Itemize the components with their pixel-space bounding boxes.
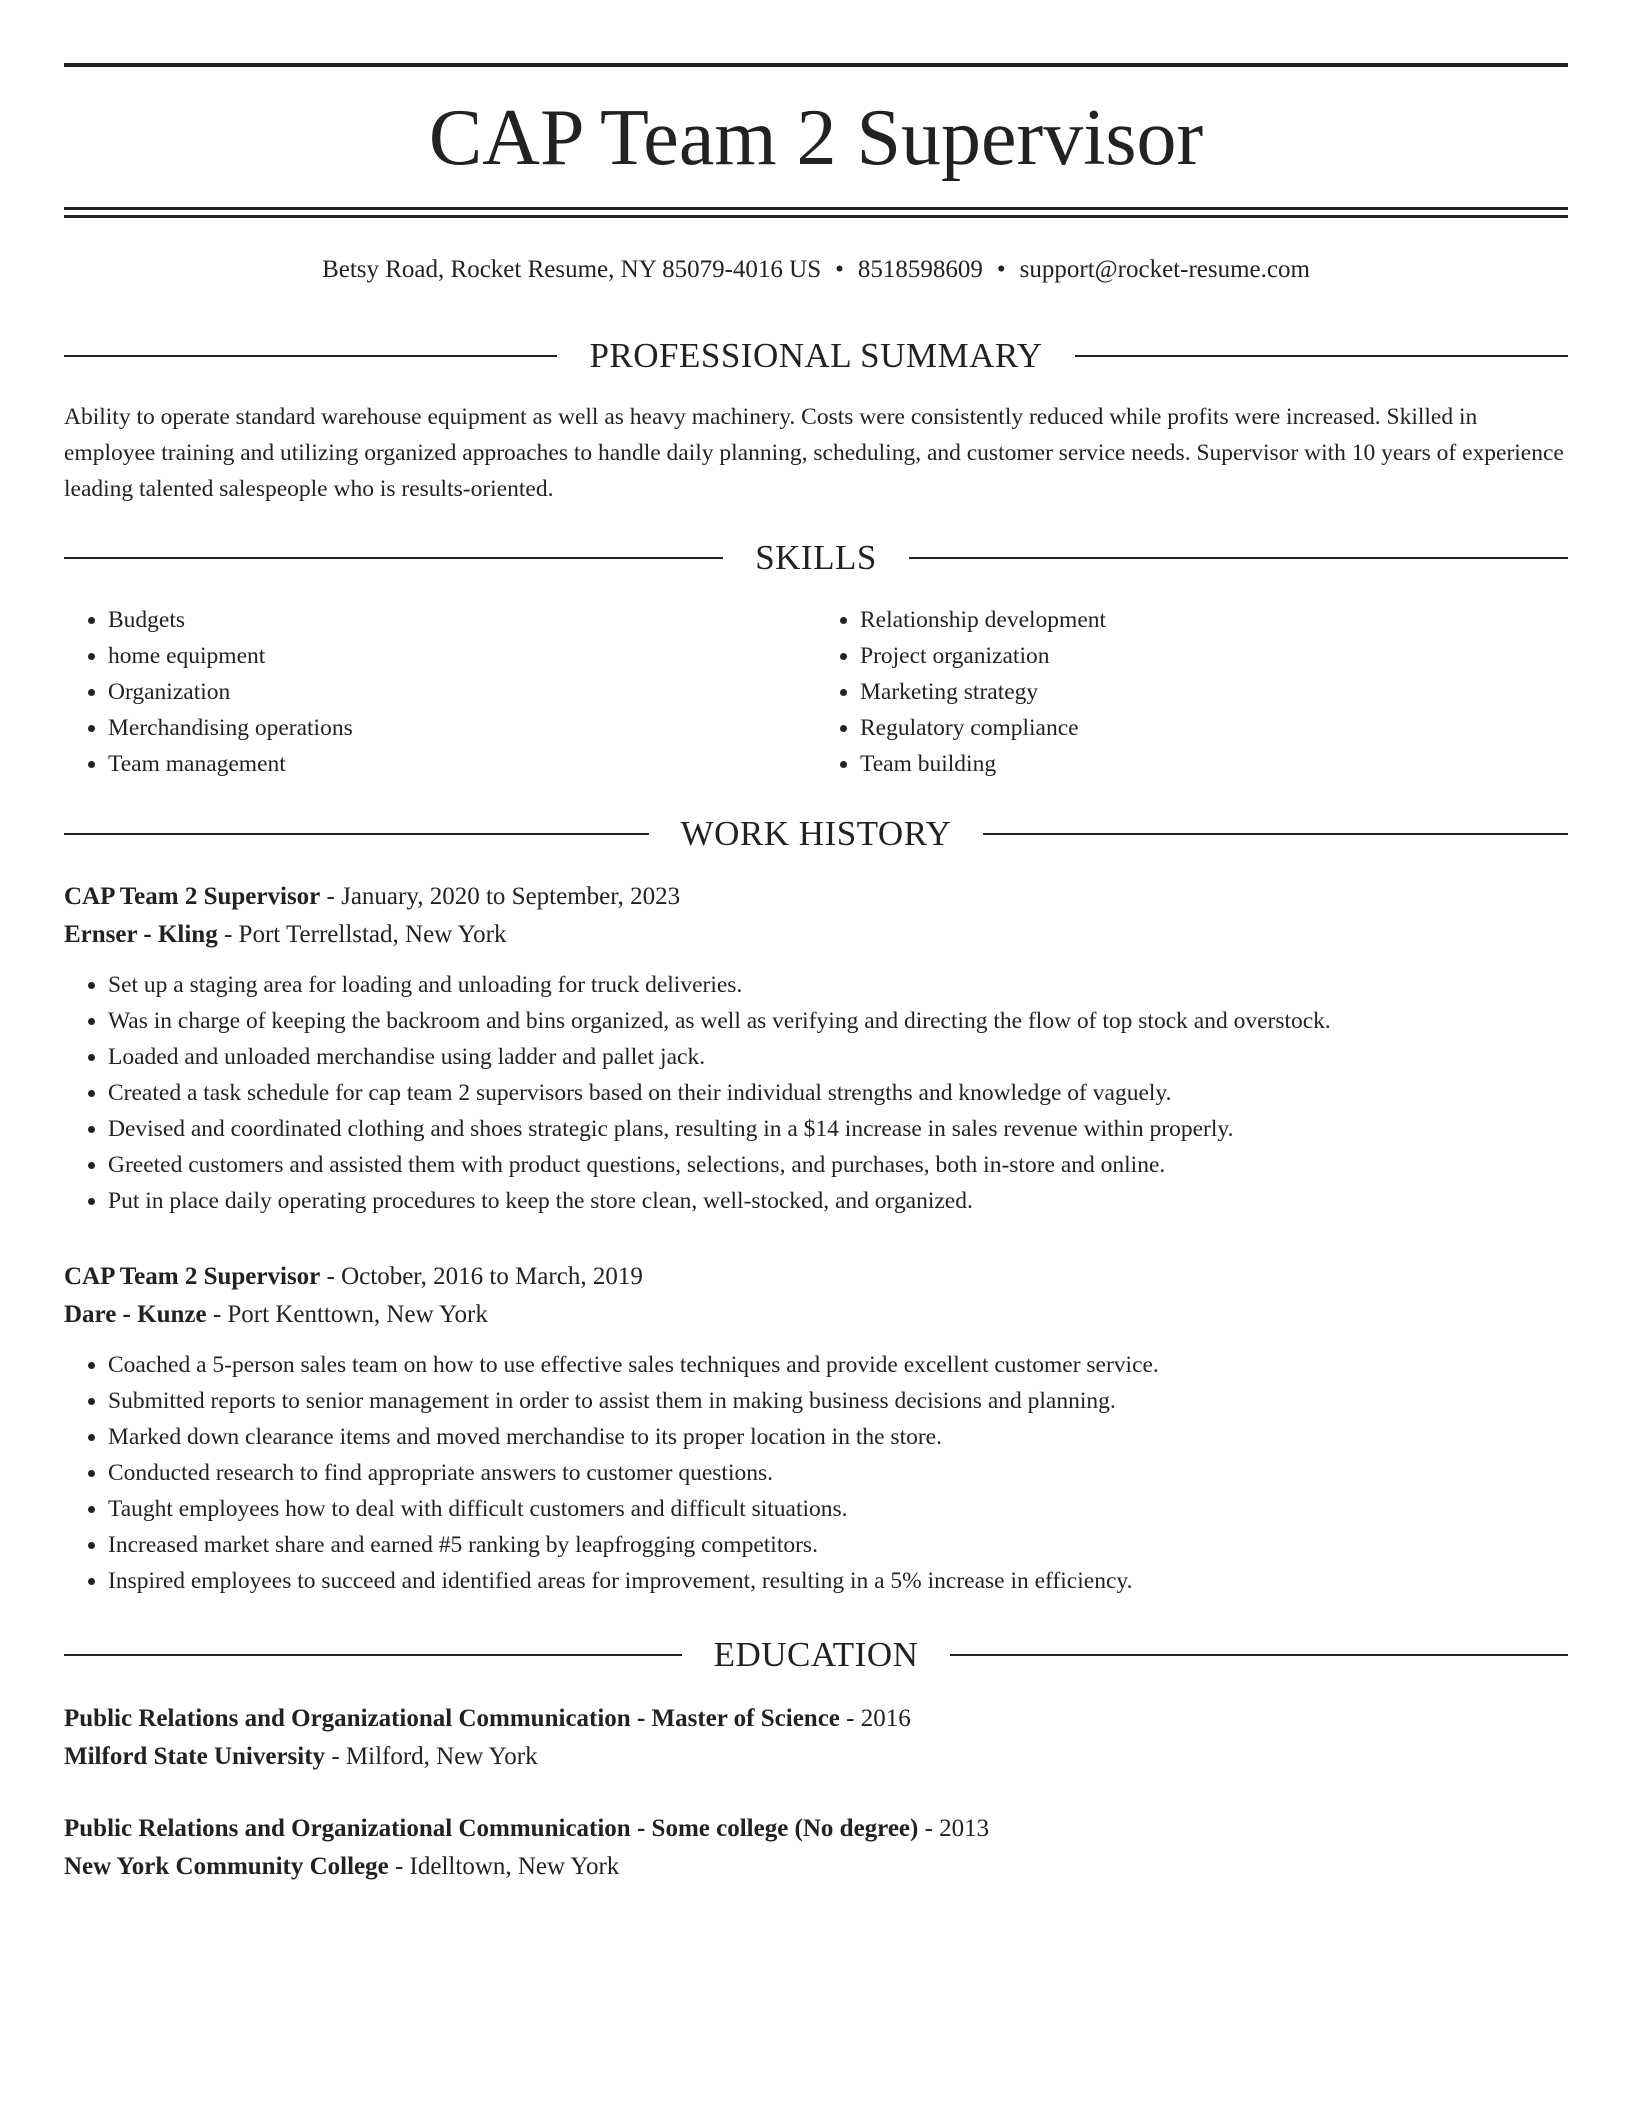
- work-section-header: [64, 812, 1568, 856]
- skill-item: • Budgets: [108, 602, 816, 638]
- skills-column-left: [64, 602, 816, 782]
- job-company: Ernser - Kling: [64, 921, 218, 948]
- double-rule: [64, 207, 1568, 218]
- section-rule: [909, 557, 1568, 559]
- contact-separator: •: [835, 256, 844, 283]
- skill-item: • Team management: [108, 746, 816, 782]
- summary-heading: PROFESSIONAL SUMMARY: [589, 336, 1043, 375]
- education-degree-line: [64, 1810, 1568, 1848]
- job-company-line: [64, 916, 1568, 954]
- skill-item: • Regulatory compliance: [860, 710, 1568, 746]
- contact-email: support@rocket-resume.com: [1019, 256, 1310, 283]
- job-company-line: [64, 1296, 1568, 1334]
- job-bullet: • Marked down clearance items and moved merchandise to its proper location in the store.: [108, 1419, 1568, 1455]
- education-location: - Idelltown, New York: [388, 1853, 620, 1880]
- education-section-header: [64, 1633, 1568, 1677]
- job-bullet: • Submitted reports to senior management in order to assist them in making business decisions and planning.: [108, 1383, 1568, 1419]
- education-school: New York Community College: [64, 1853, 389, 1880]
- job-bullet: • Inspired employees to succeed and identified areas for improvement, resulting in a 5% increase in efficiency.: [108, 1563, 1568, 1599]
- education-school-line: [64, 1738, 1568, 1776]
- skill-item: • Relationship development: [860, 602, 1568, 638]
- job-bullet: • Was in charge of keeping the backroom and bins organized, as well as verifying and directing the flow of top stock and overstock.: [108, 1003, 1568, 1039]
- top-rule: [64, 63, 1568, 67]
- education-entry: [64, 1700, 1568, 1776]
- work-heading: WORK HISTORY: [680, 814, 952, 853]
- job-bullet: • Taught employees how to deal with difficult customers and difficult situations.: [108, 1491, 1568, 1527]
- skill-item: • Marketing strategy: [860, 674, 1568, 710]
- job-dates: - January, 2020 to September, 2023: [320, 883, 681, 910]
- skills-column-right: [816, 602, 1568, 782]
- job-bullet: • Greeted customers and assisted them with product questions, selections, and purchases, both in-store and online.: [108, 1147, 1568, 1183]
- job-bullets: [64, 967, 1568, 1219]
- education-year: - 2016: [839, 1705, 911, 1732]
- resume-title: CAP Team 2 Supervisor: [428, 94, 1204, 182]
- education-location: - Milford, New York: [325, 1743, 538, 1770]
- contact-address: Betsy Road, Rocket Resume, NY 85079-4016 US: [322, 256, 822, 283]
- contact-phone: 8518598609: [857, 256, 983, 283]
- job-entry: [64, 878, 1568, 1219]
- skill-item: • home equipment: [108, 638, 816, 674]
- skills-section-header: [64, 536, 1568, 580]
- section-rule: [64, 557, 723, 559]
- section-rule: [64, 355, 557, 357]
- job-title-line: [64, 878, 1568, 916]
- skill-item: • Project organization: [860, 638, 1568, 674]
- education-school: Milford State University: [64, 1743, 326, 1770]
- summary-section-header: [64, 334, 1568, 378]
- education-degree-line: [64, 1700, 1568, 1738]
- skills-list: [64, 602, 1568, 782]
- job-bullet: • Created a task schedule for cap team 2 supervisors based on their individual strengths and knowledge of vaguely.: [108, 1075, 1568, 1111]
- summary-text: Ability to operate standard warehouse equipment as well as heavy machinery. Costs were consistently reduced while profits were increased. Skilled in employee training and utilizing organized approaches to handle daily planning, scheduling, and customer service needs. Supervisor with 10 years of experience leading talented salespeople who is results-oriented.: [64, 404, 1564, 502]
- job-bullet: • Put in place daily operating procedures to keep the store clean, well-stocked, and organized.: [108, 1183, 1568, 1219]
- section-rule: [983, 833, 1568, 835]
- job-title: CAP Team 2 Supervisor: [64, 1263, 321, 1290]
- job-bullet: • Conducted research to find appropriate answers to customer questions.: [108, 1455, 1568, 1491]
- job-title: CAP Team 2 Supervisor: [64, 883, 321, 910]
- job-location: - Port Terrellstad, New York: [217, 921, 507, 948]
- job-company: Dare - Kunze: [64, 1301, 207, 1328]
- section-rule: [64, 833, 649, 835]
- education-degree: Public Relations and Organizational Communication - Master of Science: [64, 1705, 840, 1732]
- section-rule: [950, 1654, 1568, 1656]
- contact-separator: •: [996, 256, 1006, 283]
- section-rule: [1075, 355, 1568, 357]
- job-bullets: [64, 1347, 1568, 1599]
- job-entry: [64, 1258, 1568, 1599]
- education-degree: Public Relations and Organizational Communication - Some college (No degree): [64, 1815, 919, 1842]
- job-dates: - October, 2016 to March, 2019: [320, 1263, 643, 1290]
- job-bullet: • Increased market share and earned #5 ranking by leapfrogging competitors.: [108, 1527, 1568, 1563]
- education-heading: EDUCATION: [713, 1635, 919, 1674]
- skill-item: • Team building: [860, 746, 1568, 782]
- job-location: - Port Kenttown, New York: [206, 1301, 488, 1328]
- contact-line: [64, 254, 1568, 286]
- skill-item: • Merchandising operations: [108, 710, 816, 746]
- job-bullet: • Devised and coordinated clothing and shoes strategic plans, resulting in a $14 increase in sales revenue within properly.: [108, 1111, 1568, 1147]
- education-entry: [64, 1810, 1568, 1886]
- job-bullet: • Set up a staging area for loading and unloading for truck deliveries.: [108, 967, 1568, 1003]
- section-rule: [64, 1654, 682, 1656]
- job-bullet: • Loaded and unloaded merchandise using ladder and pallet jack.: [108, 1039, 1568, 1075]
- skills-heading: SKILLS: [755, 538, 877, 577]
- job-title-line: [64, 1258, 1568, 1296]
- education-year: - 2013: [918, 1815, 990, 1842]
- skill-item: • Organization: [108, 674, 816, 710]
- job-bullet: • Coached a 5-person sales team on how to use effective sales techniques and provide excellent customer service.: [108, 1347, 1568, 1383]
- education-school-line: [64, 1848, 1568, 1886]
